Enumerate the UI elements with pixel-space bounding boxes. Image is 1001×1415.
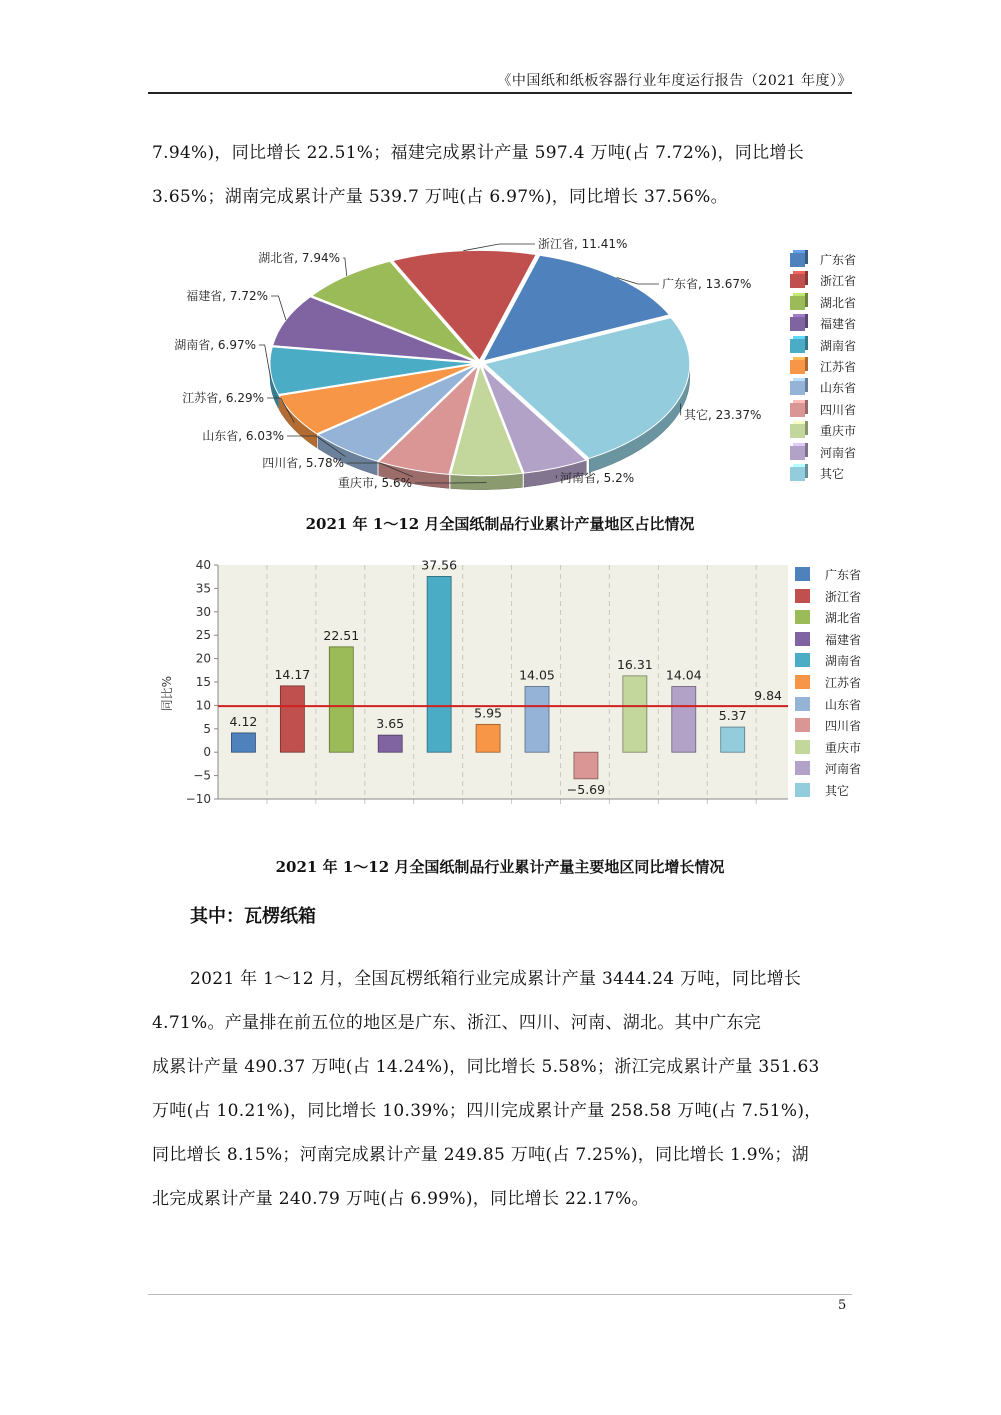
bar-其它 [721, 727, 745, 752]
legend-label: 重庆市 [825, 740, 862, 755]
legend-swatch [795, 740, 810, 754]
pie-data-label: 其它, 23.37% [684, 408, 762, 422]
bar-四川省 [574, 752, 598, 779]
legend-swatch [790, 360, 805, 374]
legend-swatch [790, 274, 805, 288]
legend-label: 山东省 [825, 697, 862, 712]
bar-value-label: 14.05 [519, 667, 555, 683]
legend-swatch [795, 567, 810, 581]
bar-value-label: 37.56 [421, 557, 458, 573]
legend-swatch [795, 675, 810, 689]
legend-label: 其它 [825, 784, 850, 798]
legend-label: 山东省 [820, 381, 857, 396]
bar-value-label: 14.17 [274, 666, 311, 682]
legend-swatch [790, 296, 805, 310]
legend-swatch [790, 339, 805, 353]
bar-江苏省 [476, 724, 500, 752]
pie-data-label: 浙江省, 11.41% [538, 237, 628, 251]
text-line: 3.65%；湖南完成累计产量 539.7 万吨(占 6.97%)，同比增长 37.56%。 [152, 187, 728, 207]
average-line-label: 9.84 [754, 688, 782, 704]
legend-label: 浙江省 [820, 274, 857, 289]
legend-swatch [790, 381, 805, 395]
pie-data-label: 重庆市, 5.6% [337, 476, 412, 490]
y-tick-label: 25 [195, 628, 211, 643]
y-tick-label: 20 [195, 651, 211, 666]
legend-label: 四川省 [820, 402, 857, 417]
legend-swatch [790, 403, 805, 417]
bar-福建省 [378, 735, 402, 752]
legend-label: 湖南省 [825, 654, 862, 669]
y-axis-label: 同比% [160, 675, 174, 712]
text-line: 同比增长 8.15%；河南完成累计产量 249.85 万吨(占 7.25%)，同比增长 1.9%；湖 [152, 1145, 809, 1165]
legend-swatch [795, 632, 810, 646]
text-line: 成累计产量 490.37 万吨(占 14.24%)，同比增长 5.58%；浙江完成累计产量 351.63 [152, 1057, 820, 1077]
bar-value-label: 16.31 [616, 656, 653, 672]
bar-value-label: 5.37 [718, 708, 747, 724]
legend-swatch [795, 697, 810, 711]
legend-label: 四川省 [825, 719, 862, 734]
pie-data-label: 湖北省, 7.94% [258, 251, 340, 265]
legend-label: 其它 [820, 467, 845, 481]
bar-value-label: −5.69 [566, 781, 606, 797]
bar-value-label: 22.51 [323, 627, 360, 643]
bar-value-label: 3.65 [376, 716, 405, 732]
y-tick-label: 5 [203, 721, 211, 736]
pie-data-label: 湖南省, 6.97% [174, 338, 256, 352]
bar-value-label: 4.12 [229, 713, 258, 729]
legend-label: 江苏省 [820, 360, 857, 374]
legend-swatch [790, 424, 805, 438]
pie-leader-line [271, 296, 286, 320]
running-header: 《中国纸和纸板容器行业年度运行报告（2021 年度）》 [497, 73, 852, 89]
page-number: 5 [838, 1298, 847, 1313]
legend-swatch [795, 761, 810, 775]
y-tick-label: 40 [195, 558, 211, 572]
header-rule [148, 92, 852, 94]
pie-chart-title: 2021 年 1～12 月全国纸制品行业累计产量地区占比情况 [305, 515, 695, 533]
y-tick-label: 15 [195, 675, 211, 689]
bar-chart [150, 548, 790, 820]
legend-label: 湖北省 [820, 295, 857, 310]
y-tick-label: 0 [203, 745, 211, 760]
legend-swatch [790, 446, 805, 460]
bar-湖北省 [329, 647, 353, 752]
pie-data-label: 广东省, 13.67% [662, 277, 752, 291]
y-tick-label: −10 [185, 792, 211, 806]
legend-swatch [790, 467, 805, 481]
footer-rule [148, 1294, 852, 1295]
legend-label: 浙江省 [825, 589, 862, 604]
pie-data-label: 山东省, 6.03% [202, 429, 284, 443]
legend-label: 福建省 [820, 317, 857, 332]
bar-value-label: 14.04 [665, 667, 702, 683]
legend-swatch [795, 783, 810, 797]
legend-label: 广东省 [825, 568, 862, 582]
bar-value-label: 5.95 [474, 705, 502, 721]
bar-山东省 [525, 686, 549, 752]
legend-label: 河南省 [825, 762, 862, 777]
bar-广东省 [231, 733, 255, 752]
y-tick-label: 35 [195, 581, 211, 596]
y-tick-label: 30 [195, 604, 211, 619]
legend-label: 江苏省 [825, 676, 862, 690]
y-tick-label: −5 [193, 768, 211, 783]
legend-swatch [795, 653, 810, 667]
text-line: 7.94%)，同比增长 22.51%；福建完成累计产量 597.4 万吨(占 7.72%)，同比增长 [152, 143, 805, 163]
bar-浙江省 [280, 686, 304, 752]
pie-data-label: 河南省, 5.2% [560, 471, 635, 485]
legend-label: 湖南省 [820, 338, 857, 353]
legend-label: 河南省 [820, 445, 857, 460]
legend-label: 重庆市 [820, 424, 857, 439]
legend-swatch [795, 589, 810, 603]
legend-label: 湖北省 [825, 611, 862, 626]
section-heading: 其中：瓦楞纸箱 [190, 906, 316, 927]
pie-leader-line [259, 345, 271, 378]
legend-swatch [795, 610, 810, 624]
bar-河南省 [672, 686, 696, 752]
legend-swatch [795, 718, 810, 732]
text-line: 4.71%。产量排在前五位的地区是广东、浙江、四川、河南、湖北。其中广东完 [152, 1013, 762, 1033]
text-line: 万吨(占 10.21%)，同比增长 10.39%；四川完成累计产量 258.58 万吨(占 7.51%)， [152, 1101, 822, 1121]
pie-data-label: 福建省, 7.72% [186, 289, 268, 303]
text-line: 北完成累计产量 240.79 万吨(占 6.99%)，同比增长 22.17%。 [152, 1189, 649, 1209]
pie-data-label: 四川省, 5.78% [262, 456, 344, 470]
bar-chart-title: 2021 年 1～12 月全国纸制品行业累计产量主要地区同比增长情况 [275, 858, 725, 876]
text-line: 2021 年 1～12 月，全国瓦楞纸箱行业完成累计产量 3444.24 万吨，同比增长 [190, 969, 802, 989]
legend-label: 福建省 [825, 632, 862, 647]
pie-data-label: 江苏省, 6.29% [182, 391, 264, 405]
bar-重庆市 [623, 676, 647, 752]
plot-area [218, 565, 788, 799]
pie-tops [270, 250, 690, 475]
y-tick-label: 10 [195, 698, 211, 713]
pie-leader-line [343, 258, 347, 276]
pie-chart [150, 228, 790, 508]
legend-swatch [790, 253, 805, 267]
legend-swatch [790, 317, 805, 331]
bar-湖南省 [427, 576, 451, 752]
legend-label: 广东省 [820, 253, 857, 267]
